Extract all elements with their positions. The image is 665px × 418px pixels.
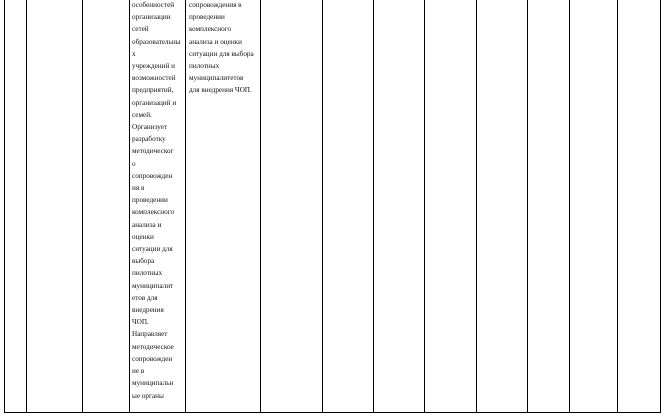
text-line: ситуации для: [132, 245, 173, 254]
text-line: учреждений и: [132, 62, 175, 71]
text-line: комплексного: [189, 25, 232, 34]
text-line: Направляет: [132, 330, 168, 339]
text-line: о: [132, 159, 136, 168]
table-cell: [425, 0, 477, 413]
text-line: выбора: [132, 257, 155, 266]
text-line: ия в: [132, 184, 145, 193]
table-cell: [83, 0, 130, 413]
text-line: ЧОП.: [132, 318, 149, 327]
text-line: сопровожден: [132, 354, 173, 363]
text-line: организаций и: [132, 98, 177, 107]
text-line: методическое: [132, 342, 174, 351]
text-line: для внедрения ЧОП.: [189, 86, 252, 95]
table-cell: [374, 0, 425, 413]
table-cell: [27, 0, 83, 413]
text-line: ситуации для выбора: [189, 49, 254, 58]
text-line: ие в: [132, 367, 145, 376]
text-line: анализа и: [132, 220, 162, 229]
text-line: х: [132, 49, 136, 58]
table-cell: [477, 0, 528, 413]
table-cell: [261, 0, 323, 413]
text-line: семей.: [132, 110, 152, 119]
plan-table: [4, 0, 661, 413]
table-cell: [570, 0, 618, 413]
text-line: етов для: [132, 293, 158, 302]
table-cell-number: [5, 0, 27, 413]
text-line: пилотных: [189, 62, 220, 71]
text-line: пилотных: [132, 269, 163, 278]
text-line: комплексного: [132, 208, 175, 217]
text-line: Организует: [132, 123, 168, 132]
text-line: предприятий,: [132, 86, 174, 95]
text-line: образовательны: [132, 37, 181, 46]
table-cell: [528, 0, 570, 413]
text-line: муниципалитетов: [189, 74, 244, 83]
text-line: организации: [132, 13, 171, 22]
text-line: особенностей: [132, 1, 175, 9]
table-row: [5, 0, 661, 413]
text-line: ые органы: [132, 391, 164, 400]
text-line: муниципалит: [132, 281, 174, 290]
table-cell-measures: [130, 0, 186, 413]
text-line: муниципальн: [132, 379, 174, 388]
text-line: внедрения: [132, 306, 164, 315]
text-line: возможностей: [132, 74, 176, 83]
table-cell: [618, 0, 661, 413]
text-line: проведении: [132, 196, 168, 205]
text-line: сопровожден: [132, 171, 173, 180]
cell-text-description: [186, 0, 260, 97]
text-line: сопровождения в: [189, 1, 242, 9]
table-cell: [323, 0, 374, 413]
text-line: сетей: [132, 25, 149, 34]
text-line: разработку: [132, 135, 166, 144]
text-line: методическог: [132, 147, 174, 156]
text-line: анализа и оценки: [189, 37, 243, 46]
cell-text-measures: [130, 0, 185, 402]
text-line: оценки: [132, 232, 154, 241]
table-cell-description: [186, 0, 261, 413]
text-line: проведении: [189, 13, 225, 22]
